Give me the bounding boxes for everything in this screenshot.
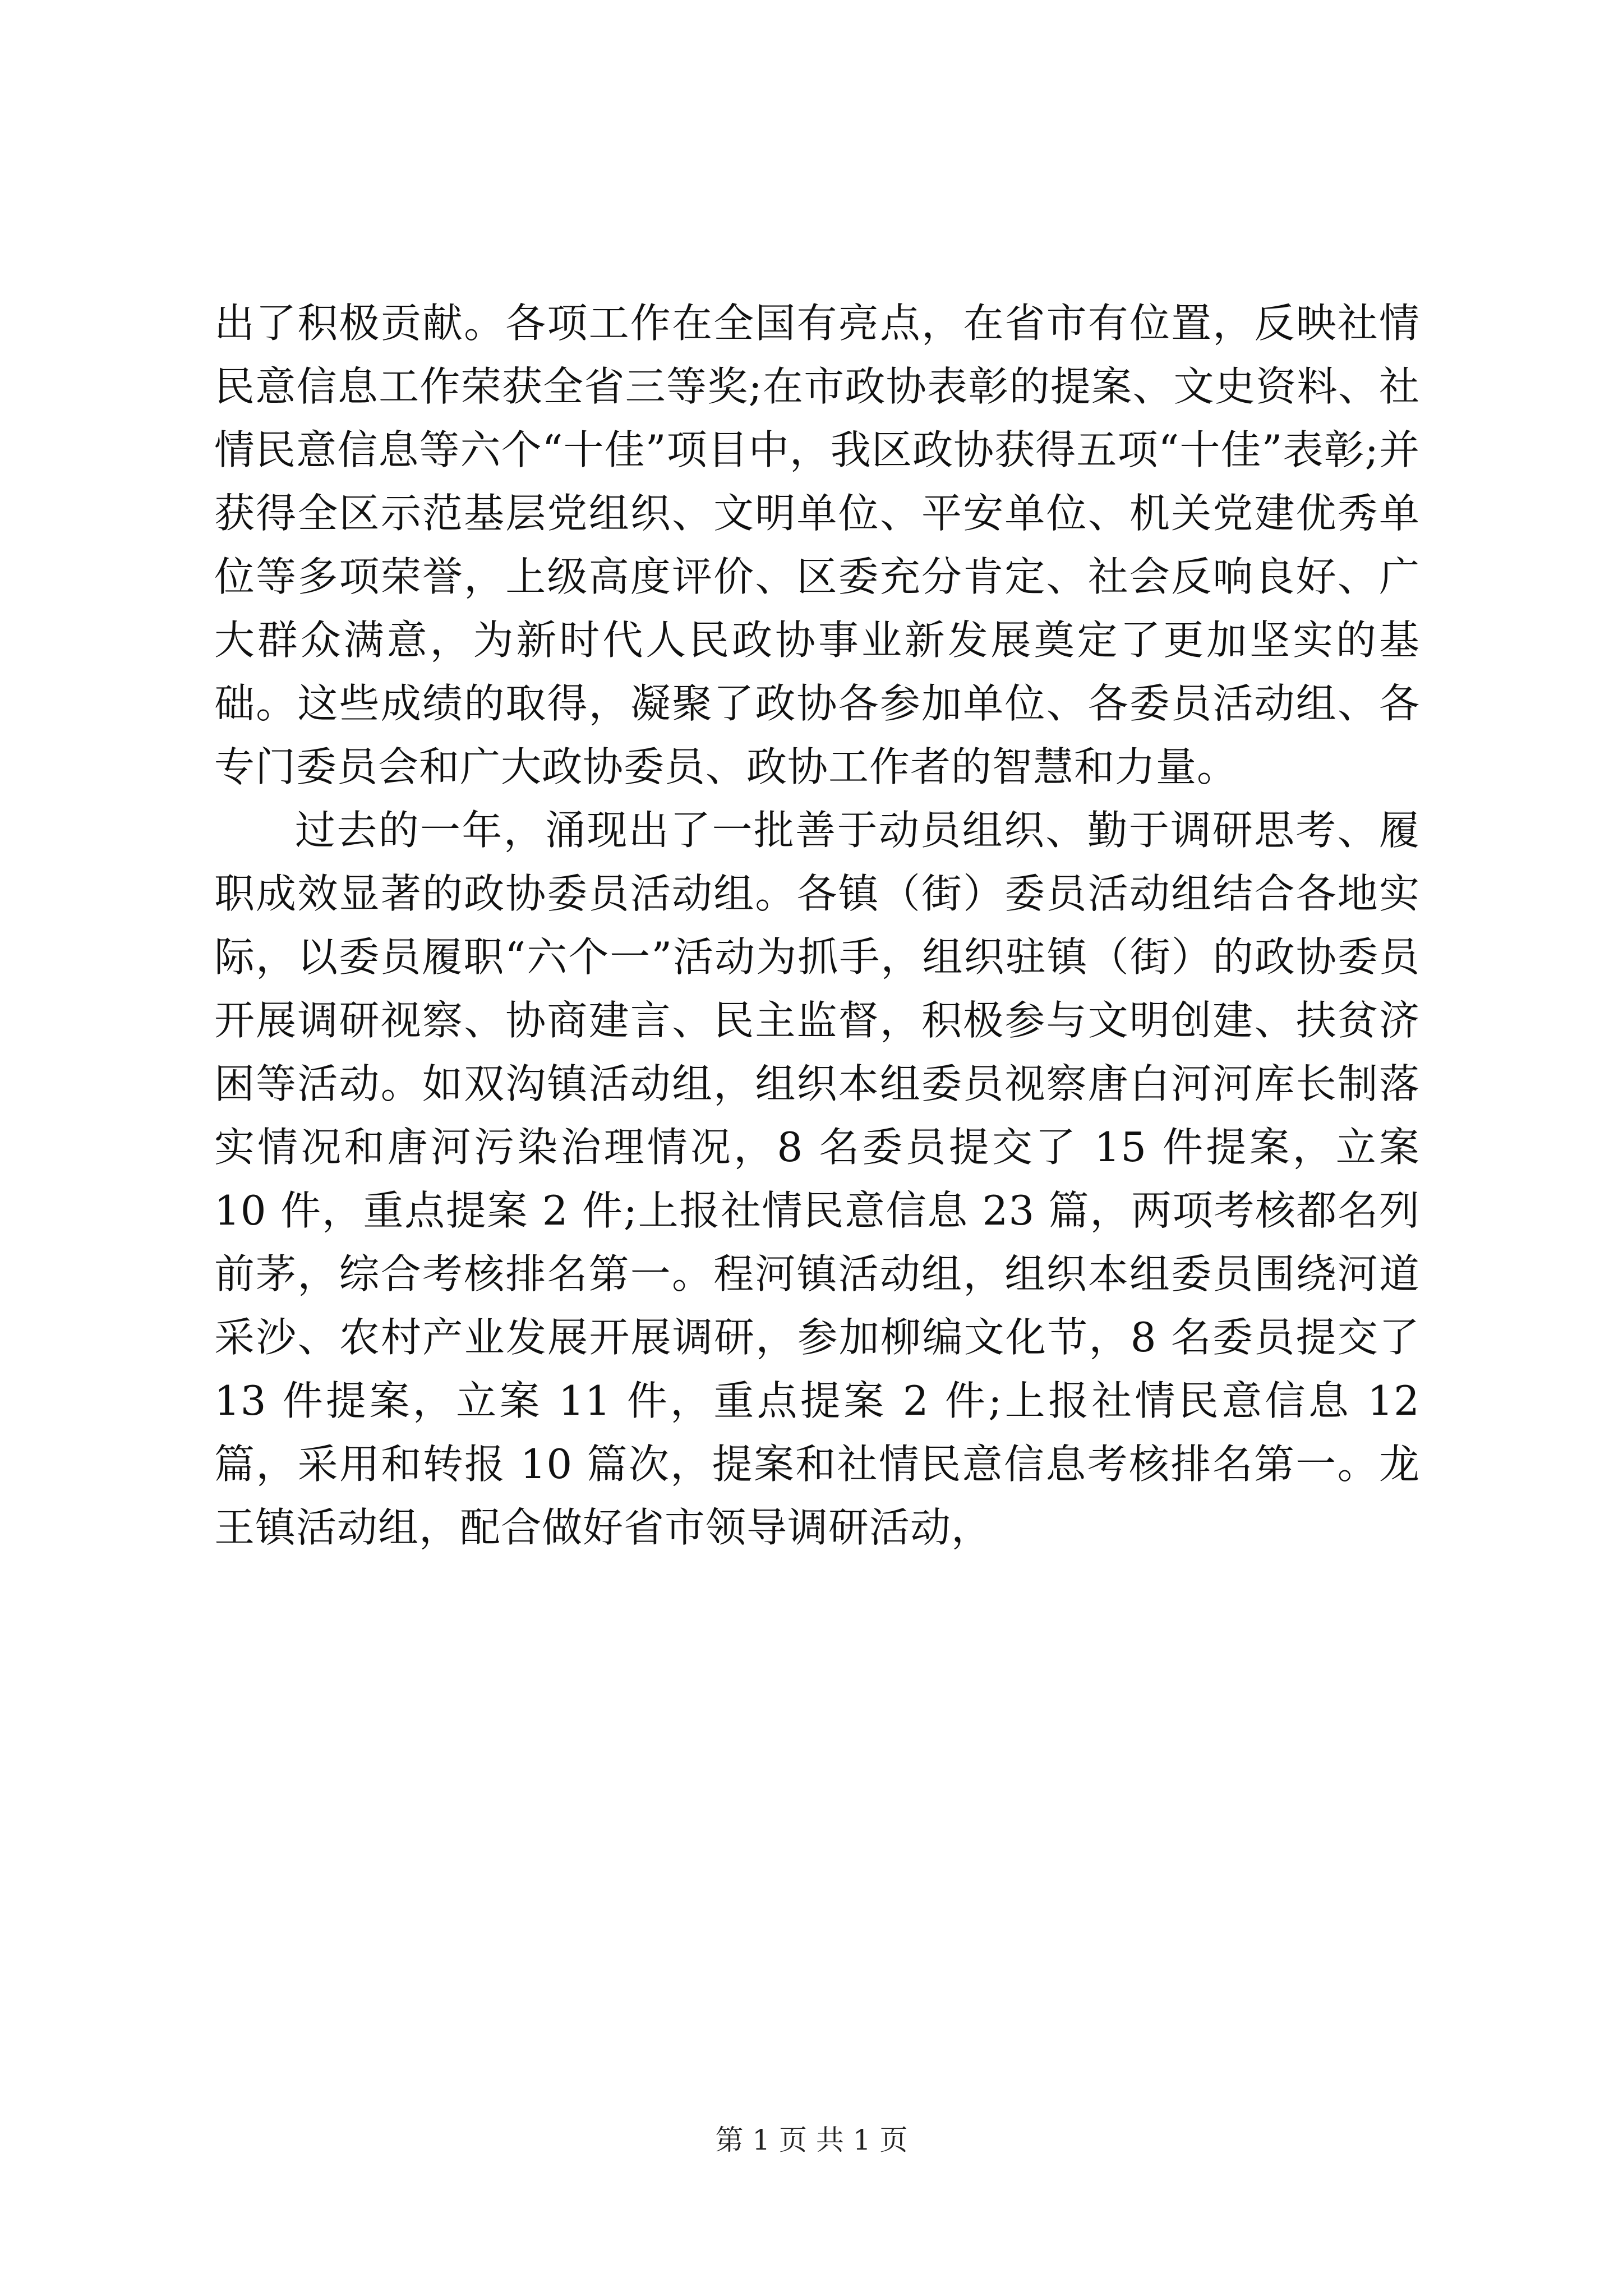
page-footer: 第 1 页 共 1 页	[715, 2124, 908, 2156]
paragraph-1: 出了积极贡献。各项工作在全国有亮点，在省市有位置，反映社情民意信息工作荣获全省三等奖;在市政协表彰的提案、文史资料、社情民意信息等六个“十佳”项目中，我区政协获得五项“十佳”表彰;并获得全区示范基层党组织、文明单位、平安单位、机关党建优秀单位等多项荣誉，上级高度评价、区委充分肯定、社会反响良好、广大群众满意，为新时代人民政协事业新发展奠定了更加坚实的基础。这些成绩的取得，凝聚了政协各参加单位、各委员活动组、各专门委员会和广大政协委员、政协工作者的智慧和力量。	[214, 300, 1420, 790]
paragraph-2: 过去的一年，涌现出了一批善于动员组织、勤于调研思考、履职成效显著的政协委员活动组。各镇（街）委员活动组结合各地实际，以委员履职“六个一”活动为抓手，组织驻镇（街）的政协委员开展调研视察、协商建言、民主监督，积极参与文明创建、扶贫济困等活动。如双沟镇活动组，组织本组委员视察唐白河河库长制落实情况和唐河污染治理情况，8 名委员提交了 15 件提案，立案 10 件，重点提案 2 件;上报社情民意信息 23 篇，两项考核都名列前茅，综合考核排名第一。程河镇活动组，组织本组委员围绕河道采沙、农村产业发展开展调研，参加柳编文化节，8 名委员提交了 13 件提案，立案 11 件，重点提案 2 件;上报社情民意信息 12 篇，采用和转报 10 篇次，提案和社情民意信息考核排名第一。龙王镇活动组，配合做好省市领导调研活动，	[214, 807, 1420, 1551]
document-body	[214, 292, 1420, 1559]
